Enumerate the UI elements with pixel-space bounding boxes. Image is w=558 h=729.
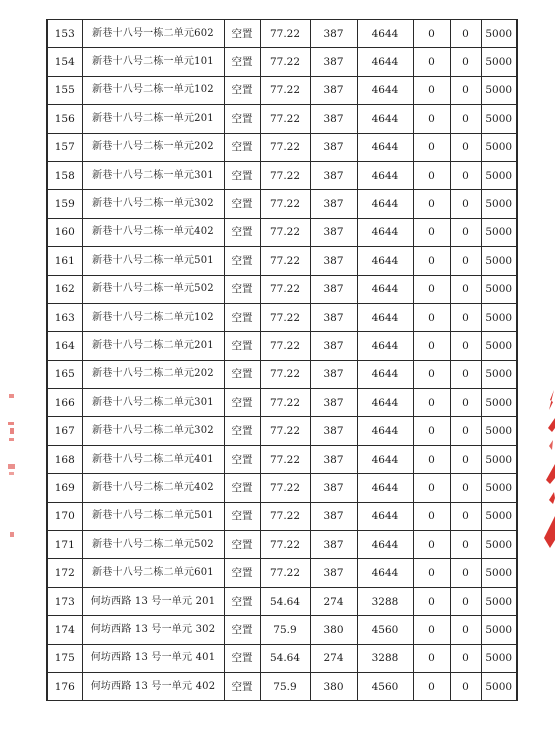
annual-rent-cell: 4644	[357, 445, 413, 473]
status-cell: 空置	[224, 644, 260, 672]
area-cell: 77.22	[260, 303, 310, 331]
value-a-cell: 0	[413, 587, 450, 615]
status-cell: 空置	[224, 531, 260, 559]
value-b-cell: 0	[450, 218, 481, 246]
row-number-cell: 176	[47, 672, 82, 700]
table-row	[47, 105, 517, 133]
deposit-cell: 5000	[481, 190, 517, 218]
value-b-cell: 0	[450, 48, 481, 76]
area-cell: 75.9	[260, 616, 310, 644]
address-cell: 新巷十八号二栋二单元102	[82, 303, 224, 331]
row-number-cell: 164	[47, 332, 82, 360]
row-number-cell: 166	[47, 389, 82, 417]
deposit-cell: 5000	[481, 303, 517, 331]
table-row	[47, 20, 517, 48]
annual-rent-cell: 4644	[357, 161, 413, 189]
deposit-cell: 5000	[481, 445, 517, 473]
status-cell: 空置	[224, 133, 260, 161]
annual-rent-cell: 4644	[357, 360, 413, 388]
area-cell: 77.22	[260, 20, 310, 48]
status-cell: 空置	[224, 20, 260, 48]
value-b-cell: 0	[450, 502, 481, 530]
deposit-cell: 5000	[481, 502, 517, 530]
area-cell: 77.22	[260, 445, 310, 473]
area-cell: 77.22	[260, 161, 310, 189]
row-number-cell: 163	[47, 303, 82, 331]
value-a-cell: 0	[413, 332, 450, 360]
address-cell: 何坊西路 13 号一单元 401	[82, 644, 224, 672]
area-cell: 77.22	[260, 105, 310, 133]
deposit-cell: 5000	[481, 672, 517, 700]
table-row	[47, 218, 517, 246]
area-cell: 77.22	[260, 275, 310, 303]
value-a-cell: 0	[413, 672, 450, 700]
deposit-cell: 5000	[481, 616, 517, 644]
annual-rent-cell: 4560	[357, 616, 413, 644]
area-cell: 77.22	[260, 332, 310, 360]
value-b-cell: 0	[450, 445, 481, 473]
annual-rent-cell: 4644	[357, 218, 413, 246]
monthly-rent-cell: 387	[310, 247, 357, 275]
value-b-cell: 0	[450, 474, 481, 502]
value-b-cell: 0	[450, 417, 481, 445]
address-cell: 新巷十八号二栋一单元201	[82, 105, 224, 133]
address-cell: 新巷十八号二栋一单元302	[82, 190, 224, 218]
deposit-cell: 5000	[481, 218, 517, 246]
row-number-cell: 175	[47, 644, 82, 672]
monthly-rent-cell: 387	[310, 275, 357, 303]
deposit-cell: 5000	[481, 247, 517, 275]
status-cell: 空置	[224, 502, 260, 530]
value-a-cell: 0	[413, 474, 450, 502]
row-number-cell: 156	[47, 105, 82, 133]
value-a-cell: 0	[413, 531, 450, 559]
table-row	[47, 247, 517, 275]
table-row	[47, 303, 517, 331]
value-a-cell: 0	[413, 417, 450, 445]
row-number-cell: 160	[47, 218, 82, 246]
monthly-rent-cell: 274	[310, 644, 357, 672]
area-cell: 77.22	[260, 247, 310, 275]
address-cell: 新巷十八号一栋二单元602	[82, 20, 224, 48]
annual-rent-cell: 4644	[357, 133, 413, 161]
monthly-rent-cell: 387	[310, 445, 357, 473]
value-a-cell: 0	[413, 48, 450, 76]
area-cell: 77.22	[260, 76, 310, 104]
red-seal-strip-icon	[6, 392, 18, 542]
address-cell: 新巷十八号二栋二单元501	[82, 502, 224, 530]
address-cell: 新巷十八号二栋一单元102	[82, 76, 224, 104]
area-cell: 77.22	[260, 218, 310, 246]
value-a-cell: 0	[413, 105, 450, 133]
address-cell: 新巷十八号二栋一单元502	[82, 275, 224, 303]
value-b-cell: 0	[450, 161, 481, 189]
address-cell: 新巷十八号二栋二单元402	[82, 474, 224, 502]
value-a-cell: 0	[413, 190, 450, 218]
status-cell: 空置	[224, 48, 260, 76]
deposit-cell: 5000	[481, 474, 517, 502]
value-a-cell: 0	[413, 389, 450, 417]
status-cell: 空置	[224, 218, 260, 246]
table-row	[47, 190, 517, 218]
value-b-cell: 0	[450, 303, 481, 331]
table-body	[47, 20, 517, 701]
value-b-cell: 0	[450, 587, 481, 615]
value-b-cell: 0	[450, 559, 481, 587]
value-a-cell: 0	[413, 360, 450, 388]
table-row	[47, 559, 517, 587]
annual-rent-cell: 4644	[357, 48, 413, 76]
status-cell: 空置	[224, 389, 260, 417]
value-a-cell: 0	[413, 644, 450, 672]
status-cell: 空置	[224, 360, 260, 388]
status-cell: 空置	[224, 190, 260, 218]
row-number-cell: 155	[47, 76, 82, 104]
row-number-cell: 153	[47, 20, 82, 48]
value-b-cell: 0	[450, 616, 481, 644]
monthly-rent-cell: 380	[310, 672, 357, 700]
address-cell: 新巷十八号二栋一单元402	[82, 218, 224, 246]
table-row	[47, 445, 517, 473]
table-row	[47, 161, 517, 189]
monthly-rent-cell: 387	[310, 531, 357, 559]
status-cell: 空置	[224, 161, 260, 189]
table-row	[47, 644, 517, 672]
value-b-cell: 0	[450, 360, 481, 388]
red-seal-fragment-icon	[540, 388, 556, 558]
status-cell: 空置	[224, 76, 260, 104]
value-b-cell: 0	[450, 247, 481, 275]
table-row	[47, 672, 517, 700]
deposit-cell: 5000	[481, 587, 517, 615]
address-cell: 新巷十八号二栋二单元202	[82, 360, 224, 388]
address-cell: 新巷十八号二栋二单元601	[82, 559, 224, 587]
value-a-cell: 0	[413, 303, 450, 331]
monthly-rent-cell: 387	[310, 332, 357, 360]
monthly-rent-cell: 387	[310, 105, 357, 133]
value-a-cell: 0	[413, 20, 450, 48]
status-cell: 空置	[224, 474, 260, 502]
table-row	[47, 332, 517, 360]
deposit-cell: 5000	[481, 644, 517, 672]
value-a-cell: 0	[413, 502, 450, 530]
area-cell: 77.22	[260, 360, 310, 388]
table-row	[47, 275, 517, 303]
annual-rent-cell: 4644	[357, 275, 413, 303]
deposit-cell: 5000	[481, 161, 517, 189]
monthly-rent-cell: 387	[310, 218, 357, 246]
value-a-cell: 0	[413, 247, 450, 275]
row-number-cell: 162	[47, 275, 82, 303]
row-number-cell: 154	[47, 48, 82, 76]
address-cell: 何坊西路 13 号一单元 302	[82, 616, 224, 644]
table-row	[47, 474, 517, 502]
deposit-cell: 5000	[481, 76, 517, 104]
deposit-cell: 5000	[481, 275, 517, 303]
deposit-cell: 5000	[481, 133, 517, 161]
row-number-cell: 167	[47, 417, 82, 445]
annual-rent-cell: 4644	[357, 531, 413, 559]
annual-rent-cell: 4644	[357, 190, 413, 218]
address-cell: 新巷十八号二栋二单元502	[82, 531, 224, 559]
monthly-rent-cell: 387	[310, 389, 357, 417]
deposit-cell: 5000	[481, 20, 517, 48]
row-number-cell: 171	[47, 531, 82, 559]
status-cell: 空置	[224, 332, 260, 360]
row-number-cell: 161	[47, 247, 82, 275]
value-b-cell: 0	[450, 644, 481, 672]
status-cell: 空置	[224, 105, 260, 133]
value-b-cell: 0	[450, 76, 481, 104]
monthly-rent-cell: 274	[310, 587, 357, 615]
row-number-cell: 165	[47, 360, 82, 388]
value-b-cell: 0	[450, 20, 481, 48]
deposit-cell: 5000	[481, 332, 517, 360]
annual-rent-cell: 4560	[357, 672, 413, 700]
table-row	[47, 133, 517, 161]
status-cell: 空置	[224, 303, 260, 331]
monthly-rent-cell: 387	[310, 76, 357, 104]
annual-rent-cell: 4644	[357, 474, 413, 502]
monthly-rent-cell: 387	[310, 20, 357, 48]
value-a-cell: 0	[413, 616, 450, 644]
address-cell: 何坊西路 13 号一单元 402	[82, 672, 224, 700]
table-row	[47, 360, 517, 388]
status-cell: 空置	[224, 275, 260, 303]
address-cell: 新巷十八号二栋一单元202	[82, 133, 224, 161]
table-row	[47, 48, 517, 76]
annual-rent-cell: 3288	[357, 587, 413, 615]
area-cell: 77.22	[260, 133, 310, 161]
address-cell: 何坊西路 13 号一单元 201	[82, 587, 224, 615]
table-row	[47, 417, 517, 445]
row-number-cell: 168	[47, 445, 82, 473]
row-number-cell: 174	[47, 616, 82, 644]
monthly-rent-cell: 387	[310, 502, 357, 530]
monthly-rent-cell: 387	[310, 417, 357, 445]
monthly-rent-cell: 387	[310, 474, 357, 502]
deposit-cell: 5000	[481, 389, 517, 417]
deposit-cell: 5000	[481, 417, 517, 445]
deposit-cell: 5000	[481, 360, 517, 388]
deposit-cell: 5000	[481, 105, 517, 133]
row-number-cell: 169	[47, 474, 82, 502]
value-b-cell: 0	[450, 332, 481, 360]
value-b-cell: 0	[450, 672, 481, 700]
area-cell: 77.22	[260, 417, 310, 445]
value-a-cell: 0	[413, 218, 450, 246]
annual-rent-cell: 4644	[357, 417, 413, 445]
value-a-cell: 0	[413, 445, 450, 473]
value-a-cell: 0	[413, 76, 450, 104]
address-cell: 新巷十八号二栋二单元401	[82, 445, 224, 473]
annual-rent-cell: 4644	[357, 332, 413, 360]
address-cell: 新巷十八号二栋一单元101	[82, 48, 224, 76]
value-b-cell: 0	[450, 105, 481, 133]
value-a-cell: 0	[413, 559, 450, 587]
address-cell: 新巷十八号二栋一单元301	[82, 161, 224, 189]
annual-rent-cell: 4644	[357, 105, 413, 133]
value-a-cell: 0	[413, 161, 450, 189]
deposit-cell: 5000	[481, 559, 517, 587]
annual-rent-cell: 4644	[357, 389, 413, 417]
area-cell: 77.22	[260, 531, 310, 559]
row-number-cell: 170	[47, 502, 82, 530]
monthly-rent-cell: 387	[310, 360, 357, 388]
value-a-cell: 0	[413, 275, 450, 303]
area-cell: 77.22	[260, 48, 310, 76]
area-cell: 77.22	[260, 474, 310, 502]
table-row	[47, 616, 517, 644]
value-b-cell: 0	[450, 275, 481, 303]
status-cell: 空置	[224, 417, 260, 445]
deposit-cell: 5000	[481, 48, 517, 76]
deposit-cell: 5000	[481, 531, 517, 559]
annual-rent-cell: 4644	[357, 247, 413, 275]
value-b-cell: 0	[450, 133, 481, 161]
table-row	[47, 587, 517, 615]
monthly-rent-cell: 387	[310, 303, 357, 331]
annual-rent-cell: 4644	[357, 502, 413, 530]
address-cell: 新巷十八号二栋二单元301	[82, 389, 224, 417]
annual-rent-cell: 4644	[357, 559, 413, 587]
row-number-cell: 159	[47, 190, 82, 218]
value-b-cell: 0	[450, 531, 481, 559]
row-number-cell: 158	[47, 161, 82, 189]
row-number-cell: 173	[47, 587, 82, 615]
table-row	[47, 531, 517, 559]
annual-rent-cell: 4644	[357, 303, 413, 331]
status-cell: 空置	[224, 616, 260, 644]
status-cell: 空置	[224, 445, 260, 473]
annual-rent-cell: 4644	[357, 20, 413, 48]
area-cell: 54.64	[260, 587, 310, 615]
monthly-rent-cell: 387	[310, 133, 357, 161]
value-a-cell: 0	[413, 133, 450, 161]
status-cell: 空置	[224, 559, 260, 587]
housing-table	[46, 19, 518, 701]
annual-rent-cell: 3288	[357, 644, 413, 672]
address-cell: 新巷十八号二栋二单元302	[82, 417, 224, 445]
monthly-rent-cell: 387	[310, 559, 357, 587]
row-number-cell: 172	[47, 559, 82, 587]
status-cell: 空置	[224, 247, 260, 275]
monthly-rent-cell: 380	[310, 616, 357, 644]
area-cell: 77.22	[260, 190, 310, 218]
monthly-rent-cell: 387	[310, 48, 357, 76]
area-cell: 75.9	[260, 672, 310, 700]
table-row	[47, 76, 517, 104]
table-row	[47, 389, 517, 417]
area-cell: 77.22	[260, 502, 310, 530]
area-cell: 54.64	[260, 644, 310, 672]
monthly-rent-cell: 387	[310, 161, 357, 189]
status-cell: 空置	[224, 672, 260, 700]
value-b-cell: 0	[450, 389, 481, 417]
area-cell: 77.22	[260, 559, 310, 587]
address-cell: 新巷十八号二栋一单元501	[82, 247, 224, 275]
row-number-cell: 157	[47, 133, 82, 161]
annual-rent-cell: 4644	[357, 76, 413, 104]
address-cell: 新巷十八号二栋二单元201	[82, 332, 224, 360]
status-cell: 空置	[224, 587, 260, 615]
value-b-cell: 0	[450, 190, 481, 218]
table-row	[47, 502, 517, 530]
area-cell: 77.22	[260, 389, 310, 417]
monthly-rent-cell: 387	[310, 190, 357, 218]
